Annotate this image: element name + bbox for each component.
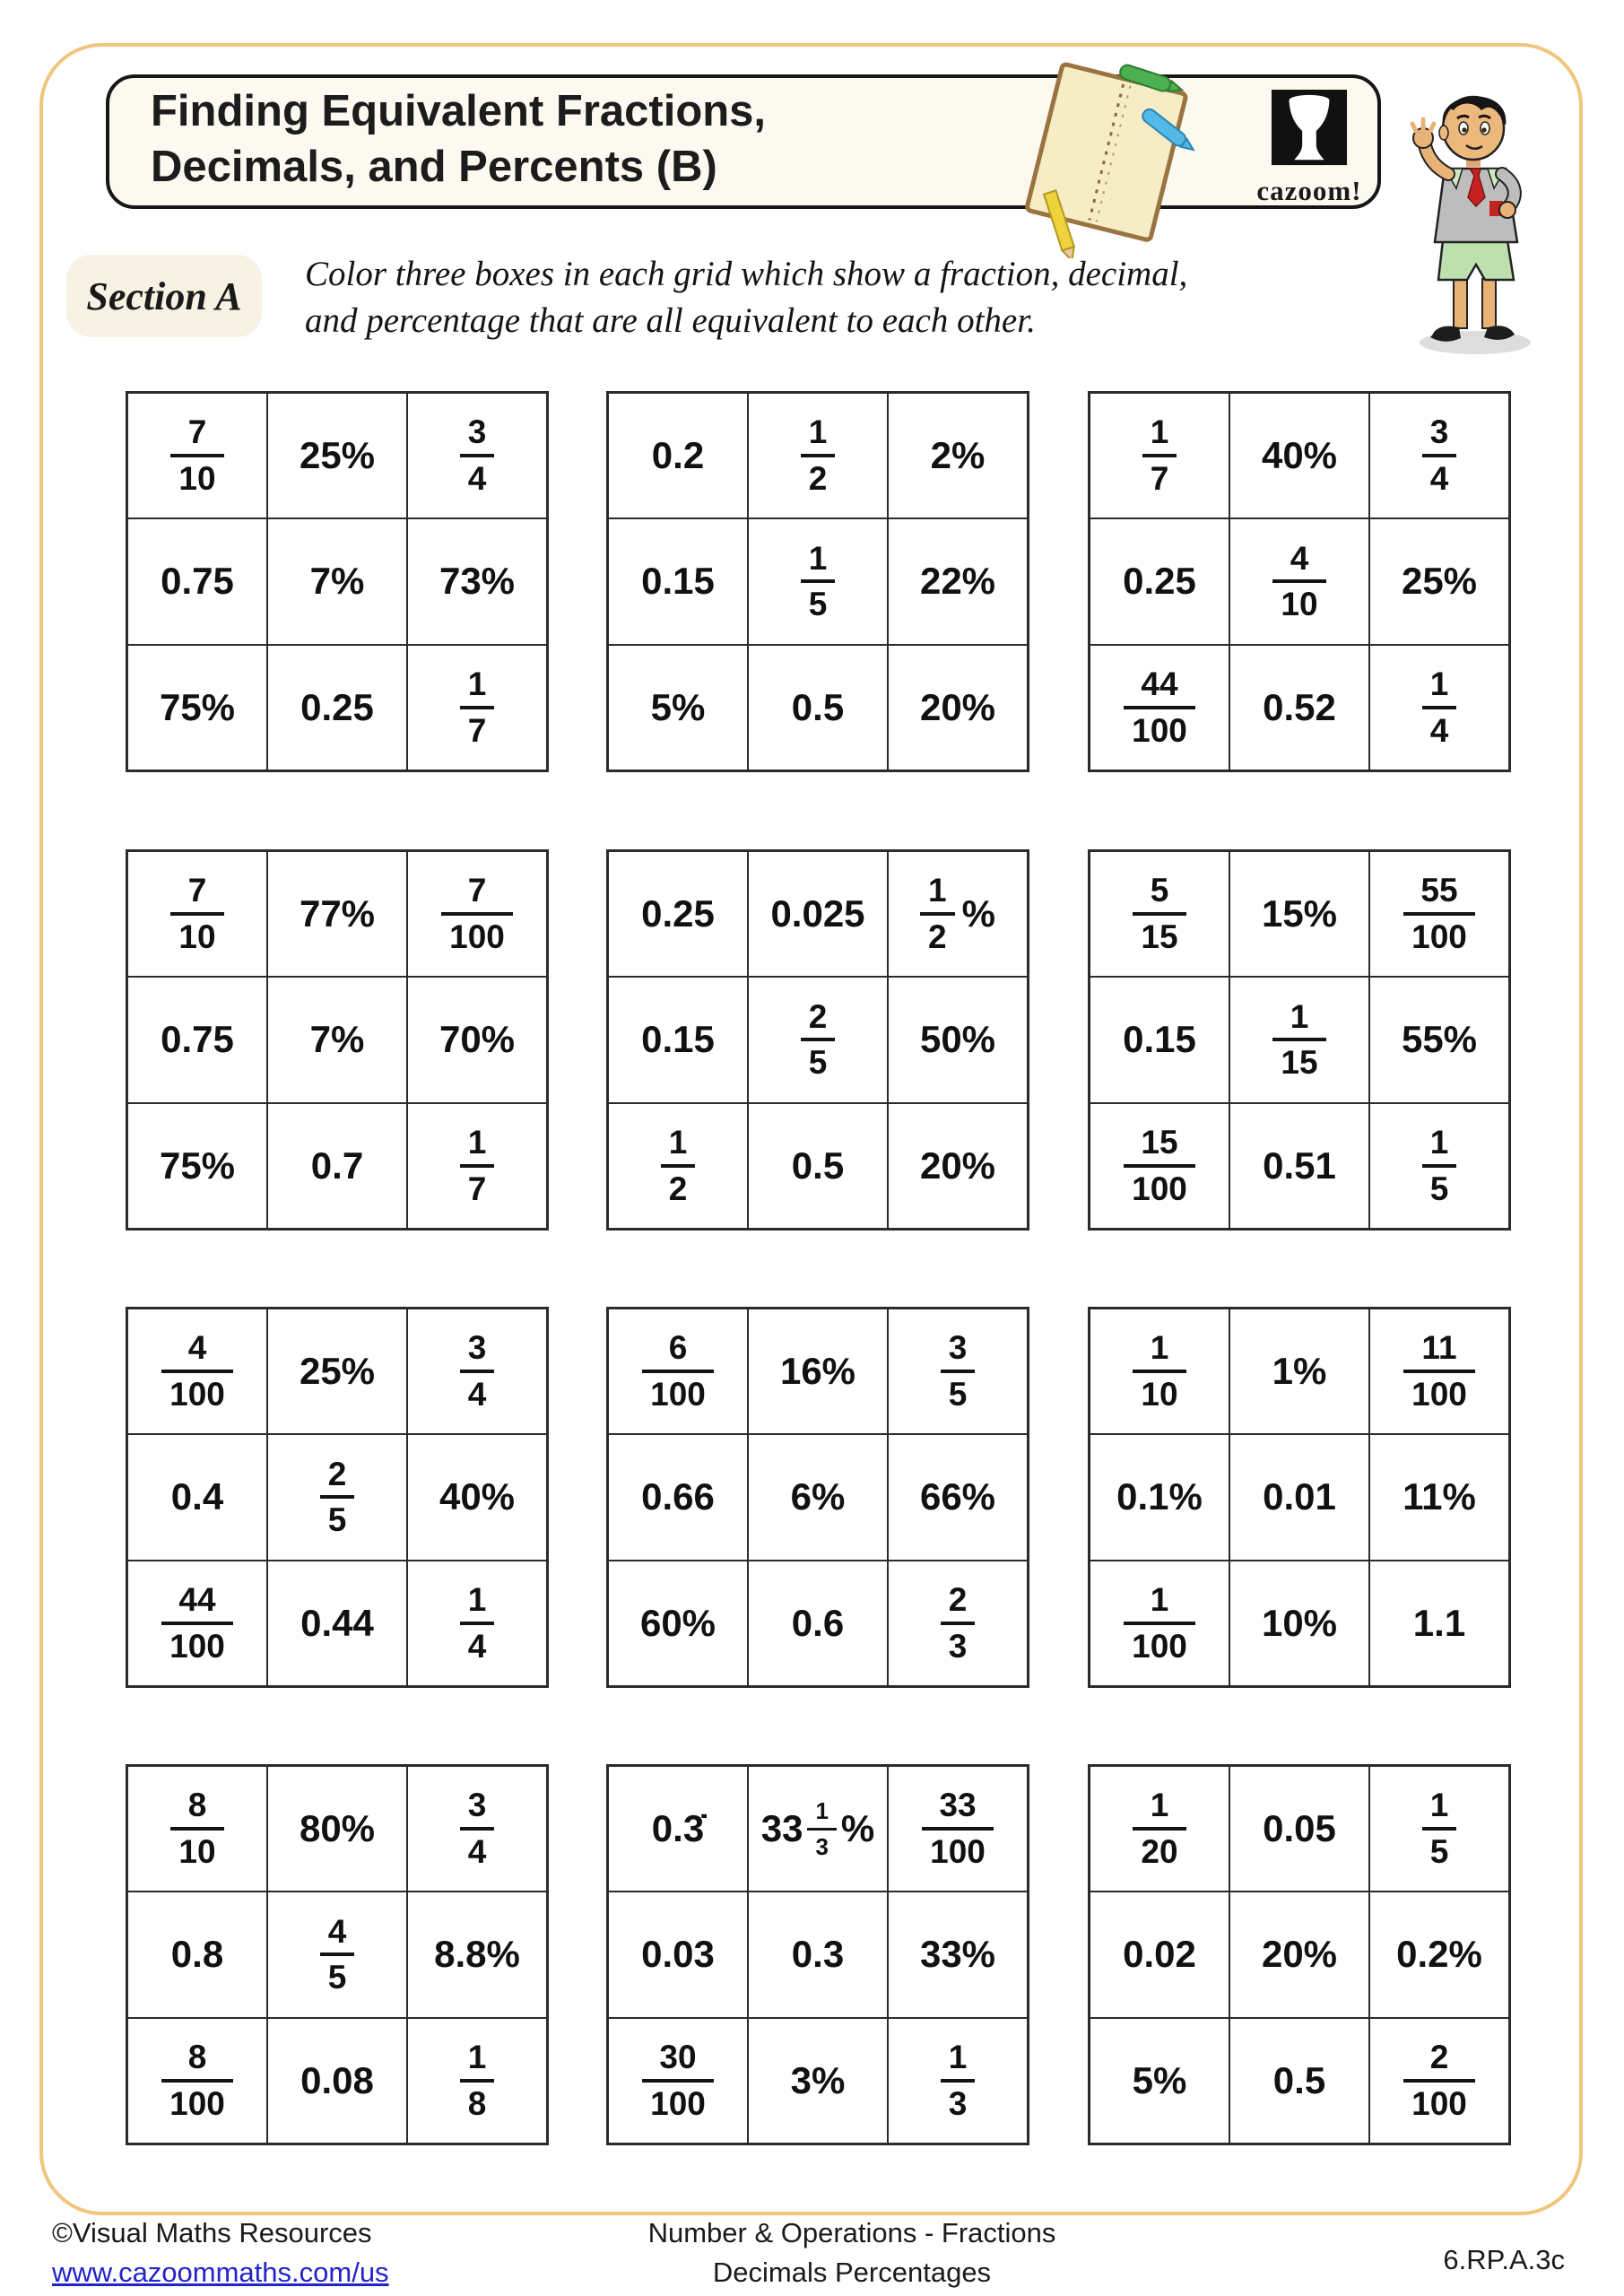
grid-cell[interactable]: 0.44 bbox=[267, 1561, 407, 1686]
denominator: 2 bbox=[808, 460, 828, 498]
denominator: 2 bbox=[928, 918, 947, 956]
equivalence-grid-7 bbox=[126, 1307, 549, 1688]
denominator: 4 bbox=[467, 1376, 487, 1413]
numerator: 55 bbox=[1420, 872, 1458, 909]
grid-cell[interactable]: 22% bbox=[888, 518, 1028, 644]
grid-cell[interactable]: 60% bbox=[608, 1561, 748, 1686]
grid-cell[interactable]: 55% bbox=[1369, 977, 1509, 1102]
grid-cell[interactable] bbox=[407, 1309, 547, 1434]
fraction bbox=[460, 667, 495, 747]
denominator: 100 bbox=[169, 1376, 225, 1413]
grid-cell[interactable]: 73% bbox=[407, 518, 547, 644]
grid-cell[interactable] bbox=[888, 1561, 1028, 1686]
fraction bbox=[1403, 2040, 1475, 2120]
grid-cell[interactable]: 25% bbox=[267, 393, 407, 518]
grid-cell[interactable]: 0.03 bbox=[608, 1892, 748, 2017]
numerator: 1 bbox=[1429, 1124, 1449, 1161]
denominator: 10 bbox=[178, 918, 216, 956]
grid-cell[interactable]: 0.05 bbox=[1229, 1766, 1369, 1892]
denominator: 10 bbox=[178, 460, 216, 498]
grid-cell[interactable] bbox=[1369, 1103, 1509, 1229]
numerator: 15 bbox=[1141, 1124, 1178, 1161]
grid-cell[interactable]: 0.52 bbox=[1229, 645, 1369, 770]
grid-cell[interactable] bbox=[608, 1103, 748, 1229]
grid-cell[interactable]: 0.66 bbox=[608, 1434, 748, 1560]
grid-cell[interactable]: 0.15 bbox=[608, 518, 748, 644]
fraction bbox=[441, 872, 513, 956]
fraction bbox=[807, 1799, 836, 1858]
equivalence-grid-9 bbox=[1088, 1307, 1511, 1688]
denominator: 3 bbox=[948, 1627, 968, 1665]
denominator: 100 bbox=[930, 1833, 986, 1871]
grid-cell[interactable]: 0.1% bbox=[1090, 1434, 1229, 1560]
denominator: 3 bbox=[815, 1832, 829, 1860]
fraction bbox=[460, 1583, 495, 1663]
page-title-line2: Decimals, and Percents (B) bbox=[151, 143, 717, 191]
fraction bbox=[460, 1787, 495, 1871]
numerator: 1 bbox=[1150, 1329, 1169, 1367]
fraction bbox=[320, 1912, 355, 1996]
grid-cell[interactable] bbox=[407, 393, 547, 518]
fraction bbox=[1124, 1126, 1195, 1205]
grid-cell[interactable]: 77% bbox=[267, 851, 407, 977]
fraction bbox=[320, 1457, 355, 1537]
numerator: 1 bbox=[1150, 413, 1169, 451]
grid-cell[interactable] bbox=[1090, 1766, 1229, 1892]
numerator: 1 bbox=[1429, 665, 1449, 703]
denominator: 100 bbox=[169, 2084, 225, 2122]
denominator: 5 bbox=[327, 1501, 347, 1539]
grid-cell[interactable] bbox=[1090, 1103, 1229, 1229]
fraction bbox=[161, 2040, 233, 2120]
grid-cell[interactable] bbox=[888, 1309, 1028, 1434]
numerator: 4 bbox=[1290, 539, 1309, 577]
fraction bbox=[161, 1331, 233, 1411]
denominator: 8 bbox=[467, 2084, 487, 2122]
denominator: 5 bbox=[808, 586, 828, 623]
fraction bbox=[801, 413, 836, 498]
grid-cell[interactable]: 16% bbox=[748, 1309, 888, 1434]
grid-cell[interactable]: 2% bbox=[888, 393, 1028, 518]
denominator: 15 bbox=[1281, 1044, 1318, 1082]
fraction bbox=[1124, 667, 1195, 747]
fraction bbox=[1272, 997, 1325, 1082]
denominator: 100 bbox=[650, 1376, 706, 1413]
numerator: 3 bbox=[467, 1329, 487, 1367]
grid-cell[interactable] bbox=[407, 1561, 547, 1686]
grid-cell[interactable]: 40% bbox=[1229, 393, 1369, 518]
footer-topic-line2: Decimals Percentages bbox=[712, 2257, 992, 2288]
numerator: 2 bbox=[948, 1581, 968, 1619]
fraction bbox=[170, 1787, 223, 1871]
numerator: 5 bbox=[1150, 872, 1169, 909]
grid-cell[interactable]: 11% bbox=[1369, 1434, 1509, 1560]
page-title-line1: Finding Equivalent Fractions, bbox=[151, 87, 767, 135]
fraction bbox=[460, 2040, 495, 2120]
grid-cell[interactable]: 0.6 bbox=[748, 1561, 888, 1686]
equivalence-grid-8 bbox=[606, 1307, 1029, 1688]
percent-sign: % bbox=[961, 892, 995, 935]
fraction bbox=[1133, 872, 1185, 956]
numerator: 4 bbox=[327, 1912, 347, 1950]
fraction bbox=[460, 1126, 495, 1205]
grid-cell[interactable]: 0.7 bbox=[267, 1103, 407, 1229]
grid-cell[interactable]: 0.5 bbox=[748, 1103, 888, 1229]
numerator: 1 bbox=[808, 539, 828, 577]
footer-center bbox=[448, 2213, 1255, 2292]
grid-cell[interactable] bbox=[407, 1766, 547, 1892]
grid-cell[interactable]: 75% bbox=[127, 1103, 267, 1229]
section-label: Section A bbox=[66, 255, 262, 337]
fraction bbox=[920, 872, 955, 956]
standard-code: 6.RP.A.3c bbox=[1443, 2244, 1565, 2275]
grid-cell[interactable]: 80% bbox=[267, 1766, 407, 1892]
equivalence-grid-5 bbox=[606, 849, 1029, 1231]
fraction bbox=[1422, 667, 1457, 747]
grid-cell[interactable]: 66% bbox=[888, 1434, 1028, 1560]
grid-cell[interactable]: 20% bbox=[1229, 1892, 1369, 2017]
numerator: 1 bbox=[467, 1124, 487, 1161]
denominator: 4 bbox=[467, 1627, 487, 1665]
fraction bbox=[1422, 1126, 1457, 1205]
fraction bbox=[1124, 1583, 1195, 1663]
grid-cell[interactable]: 0.75 bbox=[127, 977, 267, 1102]
denominator: 20 bbox=[1141, 1833, 1178, 1871]
denominator: 4 bbox=[467, 1833, 487, 1871]
grid-cell[interactable]: 0.5 bbox=[748, 645, 888, 770]
denominator: 3 bbox=[948, 2084, 968, 2122]
fraction bbox=[801, 997, 836, 1082]
grid-cell[interactable] bbox=[1090, 1309, 1229, 1434]
fraction bbox=[642, 2040, 714, 2120]
fraction bbox=[941, 2040, 976, 2120]
fraction bbox=[1142, 413, 1177, 498]
numerator: 1 bbox=[467, 2039, 487, 2076]
equivalence-grid-1 bbox=[126, 391, 549, 772]
denominator: 4 bbox=[1429, 711, 1449, 749]
denominator: 10 bbox=[1141, 1376, 1178, 1413]
fraction bbox=[1133, 1787, 1185, 1871]
fraction bbox=[941, 1583, 976, 1663]
whole-number: 33 bbox=[760, 1807, 803, 1850]
notepad-crayons-illustration bbox=[1004, 52, 1211, 258]
website-link[interactable]: www.cazoommaths.com/us bbox=[52, 2257, 389, 2288]
grid-cell[interactable]: 75% bbox=[127, 645, 267, 770]
fraction bbox=[460, 1331, 495, 1411]
grid-cell[interactable] bbox=[1229, 977, 1369, 1102]
grid-cell[interactable] bbox=[1369, 2018, 1509, 2144]
grid-cell[interactable] bbox=[407, 851, 547, 977]
denominator: 7 bbox=[467, 1170, 487, 1207]
grid-cell[interactable] bbox=[1090, 851, 1229, 977]
grid-cell[interactable] bbox=[1369, 1766, 1509, 1892]
denominator: 5 bbox=[948, 1376, 968, 1413]
numerator: 33 bbox=[939, 1787, 977, 1824]
grid-cell[interactable]: 0.75 bbox=[127, 518, 267, 644]
grid-cell[interactable] bbox=[127, 1561, 267, 1686]
grid-cell[interactable]: 0.25 bbox=[608, 851, 748, 977]
numerator: 1 bbox=[948, 2039, 968, 2076]
grid-cell[interactable] bbox=[1369, 645, 1509, 770]
grid-cell[interactable] bbox=[127, 1766, 267, 1892]
denominator: 100 bbox=[1132, 1170, 1187, 1207]
student-boy-icon bbox=[1385, 77, 1547, 373]
cazoom-logo bbox=[1251, 90, 1368, 207]
grid-cell[interactable] bbox=[888, 1766, 1028, 1892]
denominator: 100 bbox=[650, 2084, 706, 2122]
denominator: 10 bbox=[178, 1833, 216, 1871]
denominator: 4 bbox=[1429, 460, 1449, 498]
numerator: 1 bbox=[928, 872, 947, 909]
grid-cell[interactable] bbox=[127, 851, 267, 977]
grid-cell[interactable] bbox=[407, 645, 547, 770]
grid-cell[interactable] bbox=[608, 2018, 748, 2144]
fraction bbox=[1403, 872, 1475, 956]
grid-cell[interactable]: 0.5 bbox=[1229, 2018, 1369, 2144]
numerator: 1 bbox=[1290, 997, 1309, 1035]
numerator: 3 bbox=[467, 413, 487, 451]
grid-cell[interactable]: 10% bbox=[1229, 1561, 1369, 1686]
numerator: 1 bbox=[815, 1797, 829, 1825]
grid-cell[interactable] bbox=[888, 2018, 1028, 2144]
denominator: 100 bbox=[1132, 711, 1187, 749]
numerator: 7 bbox=[187, 413, 207, 451]
numerator: 8 bbox=[187, 2039, 207, 2076]
grid-cell[interactable] bbox=[748, 1766, 888, 1892]
denominator: 2 bbox=[668, 1170, 688, 1207]
instructions-line1: Color three boxes in each grid which show a fraction, decimal, bbox=[305, 255, 1188, 293]
denominator: 100 bbox=[1132, 1627, 1187, 1665]
grid-cell[interactable]: 0.25 bbox=[1090, 518, 1229, 644]
grid-cell[interactable] bbox=[407, 2018, 547, 2144]
equivalence-grid-11 bbox=[606, 1764, 1029, 2145]
grid-cell[interactable] bbox=[1369, 1309, 1509, 1434]
grid-cell[interactable]: 0.15 bbox=[608, 977, 748, 1102]
grid-cell[interactable]: 0.01 bbox=[1229, 1434, 1369, 1560]
grid-cell[interactable] bbox=[748, 393, 888, 518]
numerator: 1 bbox=[467, 665, 487, 703]
grid-cell[interactable] bbox=[127, 393, 267, 518]
footer-left bbox=[52, 2213, 389, 2292]
instructions-line2: and percentage that are all equivalent to each other. bbox=[305, 301, 1036, 340]
grid-cell[interactable]: 5% bbox=[1090, 2018, 1229, 2144]
equivalence-grid-6 bbox=[1088, 849, 1511, 1231]
grid-cell[interactable]: 70% bbox=[407, 977, 547, 1102]
grid-cell[interactable]: 7% bbox=[267, 977, 407, 1102]
grid-cell[interactable] bbox=[1090, 1561, 1229, 1686]
numerator: 11 bbox=[1421, 1329, 1457, 1367]
denominator: 5 bbox=[327, 1959, 347, 1996]
grid-cell[interactable] bbox=[1369, 393, 1509, 518]
numerator: 1 bbox=[467, 1581, 487, 1619]
denominator: 100 bbox=[169, 1627, 225, 1665]
denominator: 100 bbox=[1411, 2084, 1467, 2122]
grid-cell[interactable]: 0.4 bbox=[127, 1434, 267, 1560]
denominator: 100 bbox=[449, 918, 505, 956]
grid-cell[interactable]: 6% bbox=[748, 1434, 888, 1560]
equivalence-grid-2 bbox=[606, 391, 1029, 772]
fraction bbox=[661, 1126, 696, 1205]
grid-cell[interactable]: 20% bbox=[888, 1103, 1028, 1229]
grid-cell[interactable]: 15% bbox=[1229, 851, 1369, 977]
fraction bbox=[161, 1583, 233, 1663]
grid-cell[interactable] bbox=[748, 518, 888, 644]
grid-cell[interactable]: 40% bbox=[407, 1434, 547, 1560]
fraction bbox=[170, 413, 223, 498]
grid-cell[interactable]: 0.3̇ bbox=[608, 1766, 748, 1892]
numerator: 3 bbox=[467, 1787, 487, 1824]
fraction bbox=[1133, 1331, 1185, 1411]
grid-cell[interactable] bbox=[1369, 851, 1509, 977]
grid-cell[interactable] bbox=[748, 977, 888, 1102]
denominator: 100 bbox=[1411, 1376, 1467, 1413]
fraction bbox=[801, 539, 836, 623]
numerator: 44 bbox=[178, 1581, 216, 1619]
page-title bbox=[151, 83, 766, 195]
numerator: 1 bbox=[1150, 1787, 1169, 1824]
percent-sign: % bbox=[840, 1807, 875, 1850]
grid-cell[interactable] bbox=[127, 2018, 267, 2144]
grid-cell[interactable]: 8.8% bbox=[407, 1892, 547, 2017]
numerator: 44 bbox=[1141, 665, 1178, 703]
grid-cell[interactable] bbox=[1090, 645, 1229, 770]
fraction bbox=[1403, 1331, 1475, 1411]
grid-cell[interactable]: 20% bbox=[888, 645, 1028, 770]
grid-cell[interactable]: 0.8 bbox=[127, 1892, 267, 2017]
grid-cell[interactable]: 0.3 bbox=[748, 1892, 888, 2017]
grid-cell[interactable] bbox=[127, 1309, 267, 1434]
denominator: 7 bbox=[467, 711, 487, 749]
numerator: 4 bbox=[187, 1329, 207, 1367]
fraction bbox=[1422, 413, 1457, 498]
grid-cell[interactable]: 0.51 bbox=[1229, 1103, 1369, 1229]
fraction bbox=[941, 1331, 976, 1411]
grid-cell[interactable] bbox=[267, 1892, 407, 2017]
copyright-text: ©Visual Maths Resources bbox=[52, 2217, 372, 2248]
grid-cell[interactable]: 0.08 bbox=[267, 2018, 407, 2144]
denominator: 5 bbox=[808, 1044, 828, 1082]
equivalence-grid-4 bbox=[126, 849, 549, 1231]
section-instructions bbox=[305, 251, 1309, 344]
grid-cell[interactable]: 0.15 bbox=[1090, 977, 1229, 1102]
numerator: 3 bbox=[1429, 413, 1449, 451]
grid-cell[interactable]: 0.02 bbox=[1090, 1892, 1229, 2017]
grid-cell[interactable] bbox=[1229, 518, 1369, 644]
equivalence-grid-3 bbox=[1088, 391, 1511, 772]
numerator: 3 bbox=[948, 1329, 968, 1367]
denominator: 15 bbox=[1141, 918, 1178, 956]
numerator: 1 bbox=[808, 413, 828, 451]
grid-cell[interactable] bbox=[267, 1434, 407, 1560]
fraction bbox=[1422, 1787, 1457, 1871]
grid-cell[interactable]: 0.2% bbox=[1369, 1892, 1509, 2017]
denominator: 5 bbox=[1429, 1170, 1449, 1207]
fraction bbox=[460, 413, 495, 498]
cazoom-drum-icon bbox=[1270, 90, 1349, 169]
numerator: 30 bbox=[659, 2039, 697, 2076]
grid-cell[interactable]: 50% bbox=[888, 977, 1028, 1102]
grid-cell[interactable]: 25% bbox=[267, 1309, 407, 1434]
grid-cell[interactable]: 5% bbox=[608, 645, 748, 770]
grid-cell[interactable]: 0.025 bbox=[748, 851, 888, 977]
fraction bbox=[170, 872, 223, 956]
grid-cell[interactable]: 1% bbox=[1229, 1309, 1369, 1434]
grid-cell[interactable]: 0.25 bbox=[267, 645, 407, 770]
mixed-number bbox=[761, 1799, 875, 1858]
equivalence-grid-10 bbox=[126, 1764, 549, 2145]
numerator: 8 bbox=[187, 1787, 207, 1824]
grid-cell[interactable] bbox=[1090, 393, 1229, 518]
grid-cell[interactable] bbox=[888, 851, 1028, 977]
grid-cell[interactable]: 33% bbox=[888, 1892, 1028, 2017]
grid-cell[interactable] bbox=[407, 1103, 547, 1229]
equivalence-grid-12 bbox=[1088, 1764, 1511, 2145]
fraction bbox=[1272, 539, 1325, 623]
numerator: 7 bbox=[187, 872, 207, 909]
grid-cell[interactable]: 3% bbox=[748, 2018, 888, 2144]
cazoom-logo-text: cazoom! bbox=[1256, 175, 1362, 206]
grid-cell[interactable]: 25% bbox=[1369, 518, 1509, 644]
numerator: 6 bbox=[668, 1329, 688, 1367]
denominator: 10 bbox=[1281, 586, 1318, 623]
denominator: 4 bbox=[467, 460, 487, 498]
fraction bbox=[922, 1787, 994, 1871]
notepad-icon bbox=[1004, 52, 1211, 258]
numerator: 2 bbox=[327, 1455, 347, 1492]
fraction bbox=[642, 1331, 714, 1411]
numerator: 7 bbox=[467, 872, 487, 909]
numerator: 2 bbox=[1429, 2039, 1449, 2076]
denominator: 100 bbox=[1411, 918, 1467, 956]
numerator: 1 bbox=[1150, 1581, 1169, 1619]
grid-cell[interactable]: 7% bbox=[267, 518, 407, 644]
student-character-illustration bbox=[1385, 77, 1547, 373]
denominator: 7 bbox=[1150, 460, 1169, 498]
denominator: 5 bbox=[1429, 1833, 1449, 1871]
footer-topic-line1: Number & Operations - Fractions bbox=[647, 2217, 1056, 2248]
grid-cell[interactable]: 1.1 bbox=[1369, 1561, 1509, 1686]
numerator: 1 bbox=[1429, 1787, 1449, 1824]
numerator: 1 bbox=[668, 1124, 688, 1161]
numerator: 2 bbox=[808, 997, 828, 1035]
grid-cell[interactable] bbox=[608, 1309, 748, 1434]
grid-cell[interactable]: 0.2 bbox=[608, 393, 748, 518]
